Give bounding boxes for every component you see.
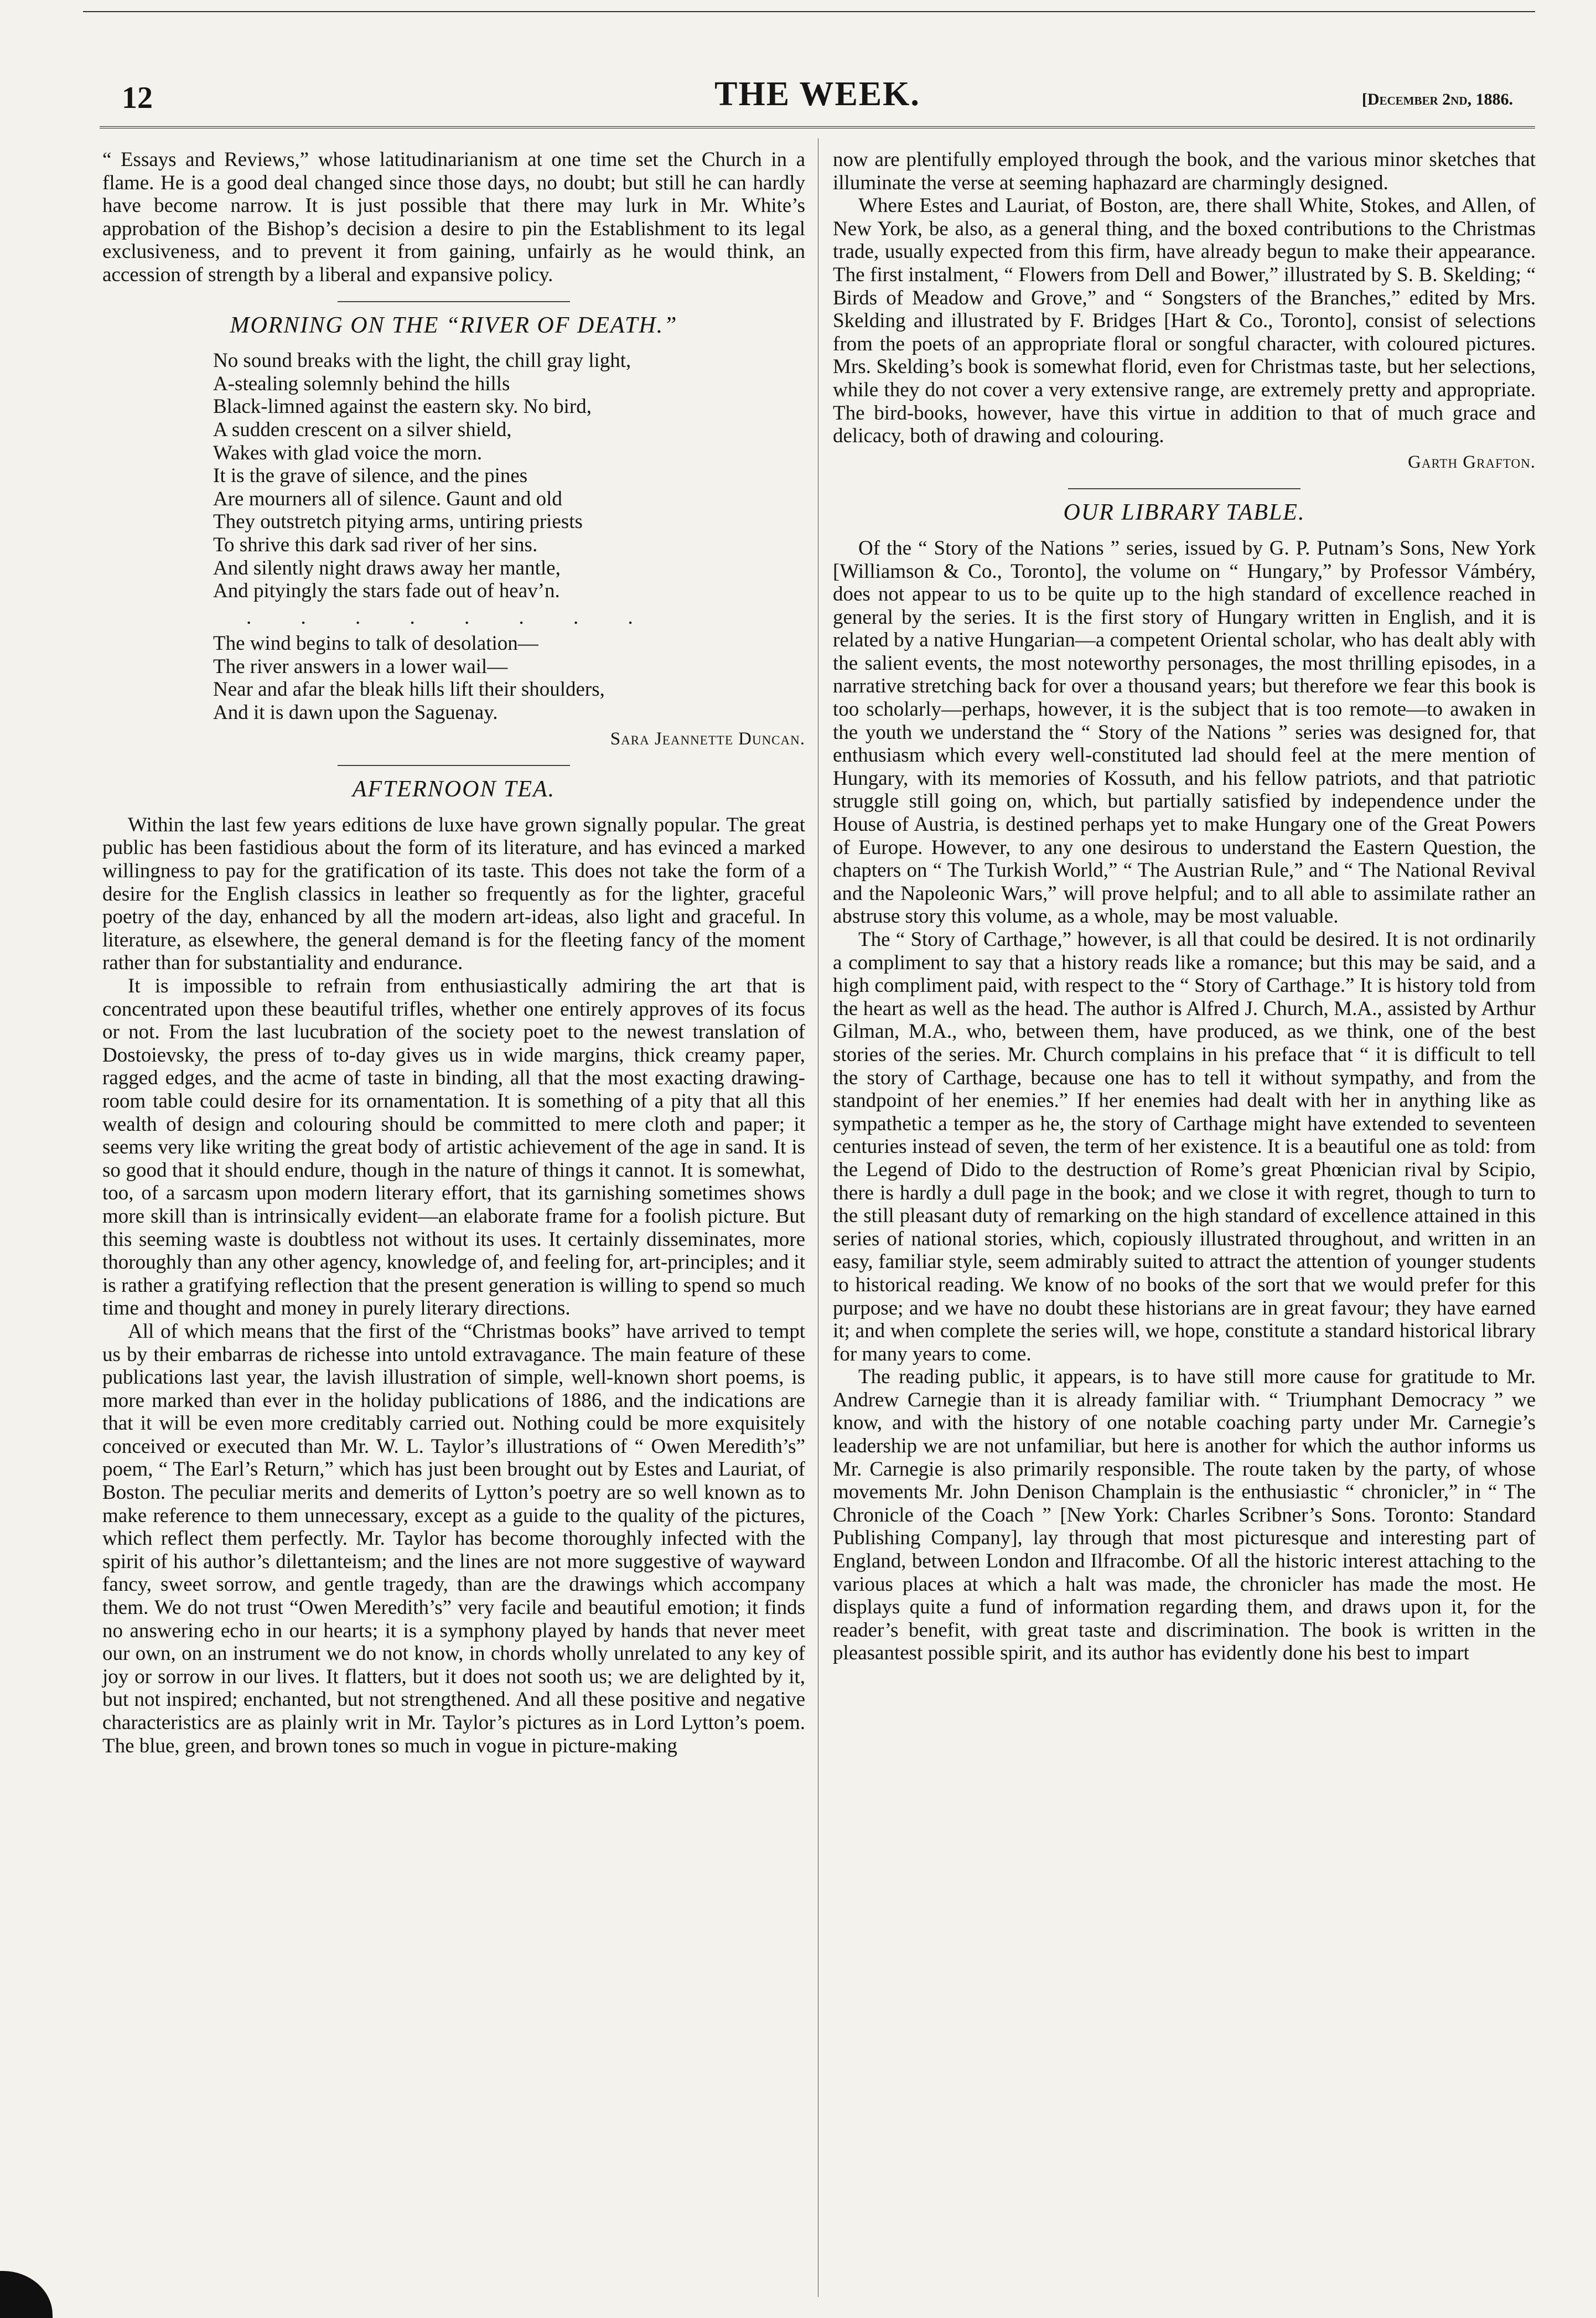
poem-line: And pityingly the stars fade out of heav’n. [213,580,560,603]
issue-date: [December 2nd, 1886. [1361,90,1513,108]
afternoon-tea-author: Garth Grafton. [1408,452,1536,472]
poem [213,349,805,725]
right-column [833,148,1536,1665]
poem-line: To shrive this dark sad river of her sins. [213,533,538,556]
paper-title: THE WEEK. [714,75,920,113]
afternoon-tea-paragraph: It is impossible to refrain from enthusiastically admiring the art that is concentrated upon these beautiful trifles, whether one entirely approves of its focus or not. From the last lucubration of the society poet to the newest translation of Dostoievsky, the press of to-day gives us in wide margins, thick creamy paper, ragged edges, and the acme of taste in binding, all that the most exacting drawing-room table could desire for its ornamentation. It is something of a pity that all this wealth of design and colouring should be committed to mere cloth and paper; it seems very like writing the great body of artistic achievement of the age in sand. It is so good that it should endure, though in the nature of things it cannot. It is somewhat, too, of a sarcasm upon modern literary effort, that its garnishing sometimes shows more skill than is intrinsically evident—an elaborate frame for a foolish picture. But this seeming waste is doubtless not without its uses. It certainly disseminates, more thoroughly than any other agency, knowledge of, and feeling for, art-principles; and it is rather a gratifying reflection that the present generation is willing to spend so much time and thought and money in purely literary directions. [102,975,805,1320]
poem-title: MORNING ON THE “RIVER OF DEATH.” [230,312,678,338]
poem-line: The wind begins to talk of desolation— [213,632,538,655]
page-number: 12 [122,81,153,115]
poem-line: It is the grave of silence, and the pines [213,464,528,488]
library-review-paragraph: The “ Story of Carthage,” however, is all that could be desired. It is not ordinarily a compliment to say that a history reads like a romance; but this may be said, and a high compliment paid, with respect to the “ Story of Carthage.” It is history told from the heart as well as the head. The author is Alfred J. Church, M.A., assisted by Arthur Gilman, M.A., who, between them, have produced, as we think, one of the best stories of the series. Mr. Church complains in his preface that “ it is difficult to tell the story of Carthage, because one has to tell it without sympathy, and from the standpoint of her enemies.” If her enemies had dealt with her in anything like as sympathetic a temper as he, the story of Carthage might have extended to seventeen centuries instead of seven, the term of her existence. It is a beautiful one as told: from the Legend of Dido to the destruction of Rome’s great Phœnician rival by Scipio, there is hardly a dull page in the book; and we close it with regret, though to turn to the still pleasant duty of remarking on the high standard of excellence attained in this series of national stories, which, copiously illustrated throughout, and written in an easy, familiar style, seem admirably suited to attract the attention of younger students to historical reading. We know of no books of the sort that we would prefer for this purpose; and we have no doubt these historians are in great favour; they have earned it; and when complete the series will, we hope, constitute a standard historical library for many years to come. [833,928,1536,1365]
left-column [102,148,805,1757]
poem-line: The river answers in a lower wail— [213,655,508,678]
section-separator [338,301,570,302]
ink-blot [0,2271,53,2318]
intro-paragraph: “ Essays and Reviews,” whose latitudinarianism at one time set the Church in a flame. He is a good deal changed since those days, no doubt; but still he can hardly have become narrow. It is just possible that there may lurk in Mr. White’s approbation of the Bishop’s decision a desire to pin the Establishment to its legal exclusiveness, and to prevent it from gaining, unfairly as he would think, an accession of strength by a liberal and expansive policy. [102,148,805,286]
afternoon-tea-continued-paragraph: now are plentifully employed through the book, and the various minor sketches that illuminate the verse at seeming haphazard are charmingly designed. [833,148,1536,194]
afternoon-tea-paragraph: Within the last few years editions de luxe have grown signally popular. The great public has been fastidious about the form of its literature, and has evinced a marked willingness to pay for the gratification of its taste. This does not take the form of a desire for the English classics in leather so frequently as for the lighter, graceful poetry of the day, enhanced by all the modern art-ideas, also light and graceful. In literature, as elsewhere, the general demand is for the fleeting fancy of the moment rather than for substantiality and endurance. [102,813,805,975]
poem-line: No sound breaks with the light, the chill gray light, [213,349,631,372]
top-rule [83,11,1535,12]
poem-line: They outstretch pitying arms, untiring priests [213,510,583,534]
section-separator [1068,488,1300,489]
header-rule [100,126,1535,128]
afternoon-tea-paragraph: All of which means that the first of the “Christmas books” have arrived to tempt us by their embarras de richesse into untold extravagance. The main feature of these publications last year, the lavish illustration of simple, well-known short poems, is more marked than ever in the holiday publications of 1886, and the indications are that it will be even more creditably carried out. Nothing could be more exquisitely conceived or executed than Mr. W. L. Taylor’s illustrations of “ Owen Meredith’s” poem, “ The Earl’s Return,” which has just been brought out by Estes and Lauriat, of Boston. The peculiar merits and demerits of Lytton’s poetry are so well known as to make reference to them unnecessary, except as a guide to the quality of the pictures, which reflect them perfectly. Mr. Taylor has become thoroughly infected with the spirit of his author’s dilettanteism; and the lines are not more suggestive of wayward fancy, sweet sorrow, and gentle tragedy, than are the drawings which accompany them. We do not trust “Owen Meredith’s” very facile and beautiful emotion; it finds no answering echo in our hearts; it is a symphony played by hands that never meet our own, on an instrument we do not know, in chords wholly unrelated to any key of joy or sorrow in our lives. It flatters, but it does not sooth us; we are delighted by it, but not inspired; enchanted, but not strengthened. And all these positive and negative characteristics are as plainly writ in Mr. Taylor’s pictures as in Lord Lytton’s poem. The blue, green, and brown tones so much in vogue in picture-making [102,1320,805,1757]
poem-ellipsis: . . . . . . . . [246,606,655,629]
afternoon-tea-continued-paragraph: Where Estes and Lauriat, of Boston, are, there shall White, Stokes, and Allen, of New York, be also, as a general thing, and the boxed contributions to the Christmas trade, usually expected from this firm, have already begun to make their appearance. The first instalment, “ Flowers from Dell and Bower,” illustrated by S. B. Skelding; “ Birds of Meadow and Grove,” and “ Songsters of the Branches,” edited by Mrs. Skelding and illustrated by F. Bridges [Hart & Co., Toronto], consist of selections from the poets of an appropriate floral or songful character, with coloured pictures. Mrs. Skelding’s book is somewhat florid, even for Christmas taste, but her selections, while they do not cover a very extensive range, are extremely pretty and appropriate. The bird-books, however, have this virtue in addition to that of much grace and delicacy, both of drawing and colouring. [833,194,1536,448]
poem-line: Are mourners all of silence. Gaunt and old [213,487,562,510]
page-header [100,75,1535,130]
section-separator [338,765,570,766]
afternoon-tea-title: AFTERNOON TEA. [352,777,556,803]
poem-line: And silently night draws away her mantle, [213,556,561,580]
poem-line: Wakes with glad voice the morn. [213,441,483,464]
library-table-title: OUR LIBRARY TABLE. [1063,500,1305,526]
poem-line: Near and afar the bleak hills lift their shoulders, [213,678,605,701]
library-review-paragraph: The reading public, it appears, is to have still more cause for gratitude to Mr. Andrew Carnegie than it is already familiar with. “ Triumphant Democracy ” we know, and with the history of one notable coaching party under Mr. Carnegie’s leadership we are not unfamiliar, but here is another for which the author informs us Mr. Carnegie is also primarily responsible. The route taken by the party, of whose movements Mr. John Denison Champlain is the enthusiastic “ chronicler,” in “ The Chronicle of the Coach ” [New York: Charles Scribner’s Sons. Toronto: Standard Publishing Company], lay through that most picturesque and interesting part of England, between London and Ilfracombe. Of all the historic interest attaching to the various places at which a halt was made, the chronicler has made the most. He displays quite a fund of information regarding them, and draws upon it, for the reader’s benefit, with great taste and discrimination. The book is written in the pleasantest possible spirit, and its author has evidently done his best to impart [833,1365,1536,1665]
library-review-paragraph: Of the “ Story of the Nations ” series, issued by G. P. Putnam’s Sons, New York [Williamson & Co., Toronto], the volume on “ Hungary,” by Professor Vámbéry, does not appear to us to be quite up to the high standard of excellence reached in general by the series. It is the first story of Hungary written in English, and it is related by a native Hungarian—a competent Oriental scholar, who has dealt ably with the salient events, the most noteworthy personages, the most thrilling episodes, in a narrative stretching back for over a thousand years; but therefore we fear this book is too scholarly—perhaps, however, it is the subject that is too remote—to awaken in the youth we understand the “ Story of the Nations ” series was designed for, that enthusiasm which every well-constituted lad should feel at the mere mention of Hungary, with its memories of Kossuth, and his fellow patriots, and that patriotic struggle still going on, which, but partially satisfied by independence under the House of Austria, is destined perhaps yet to make Hungary one of the Great Powers of Europe. However, to any one desirous to understand the Eastern Question, the chapters on “ The Turkish World,” “ The Austrian Rule,” and “ The National Revival and the Napoleonic Wars,” will prove helpful; and to all able to assimilate rather an abstruse story this volume, as a whole, may be most valuable. [833,536,1536,928]
poem-author: Sara Jeannette Duncan. [610,728,805,749]
poem-line: Black-limned against the eastern sky. No bird, [213,395,592,418]
poem-line: A-stealing solemnly behind the hills [213,372,510,395]
poem-line: A sudden crescent on a silver shield, [213,418,512,441]
poem-line: And it is dawn upon the Saguenay. [213,701,498,725]
